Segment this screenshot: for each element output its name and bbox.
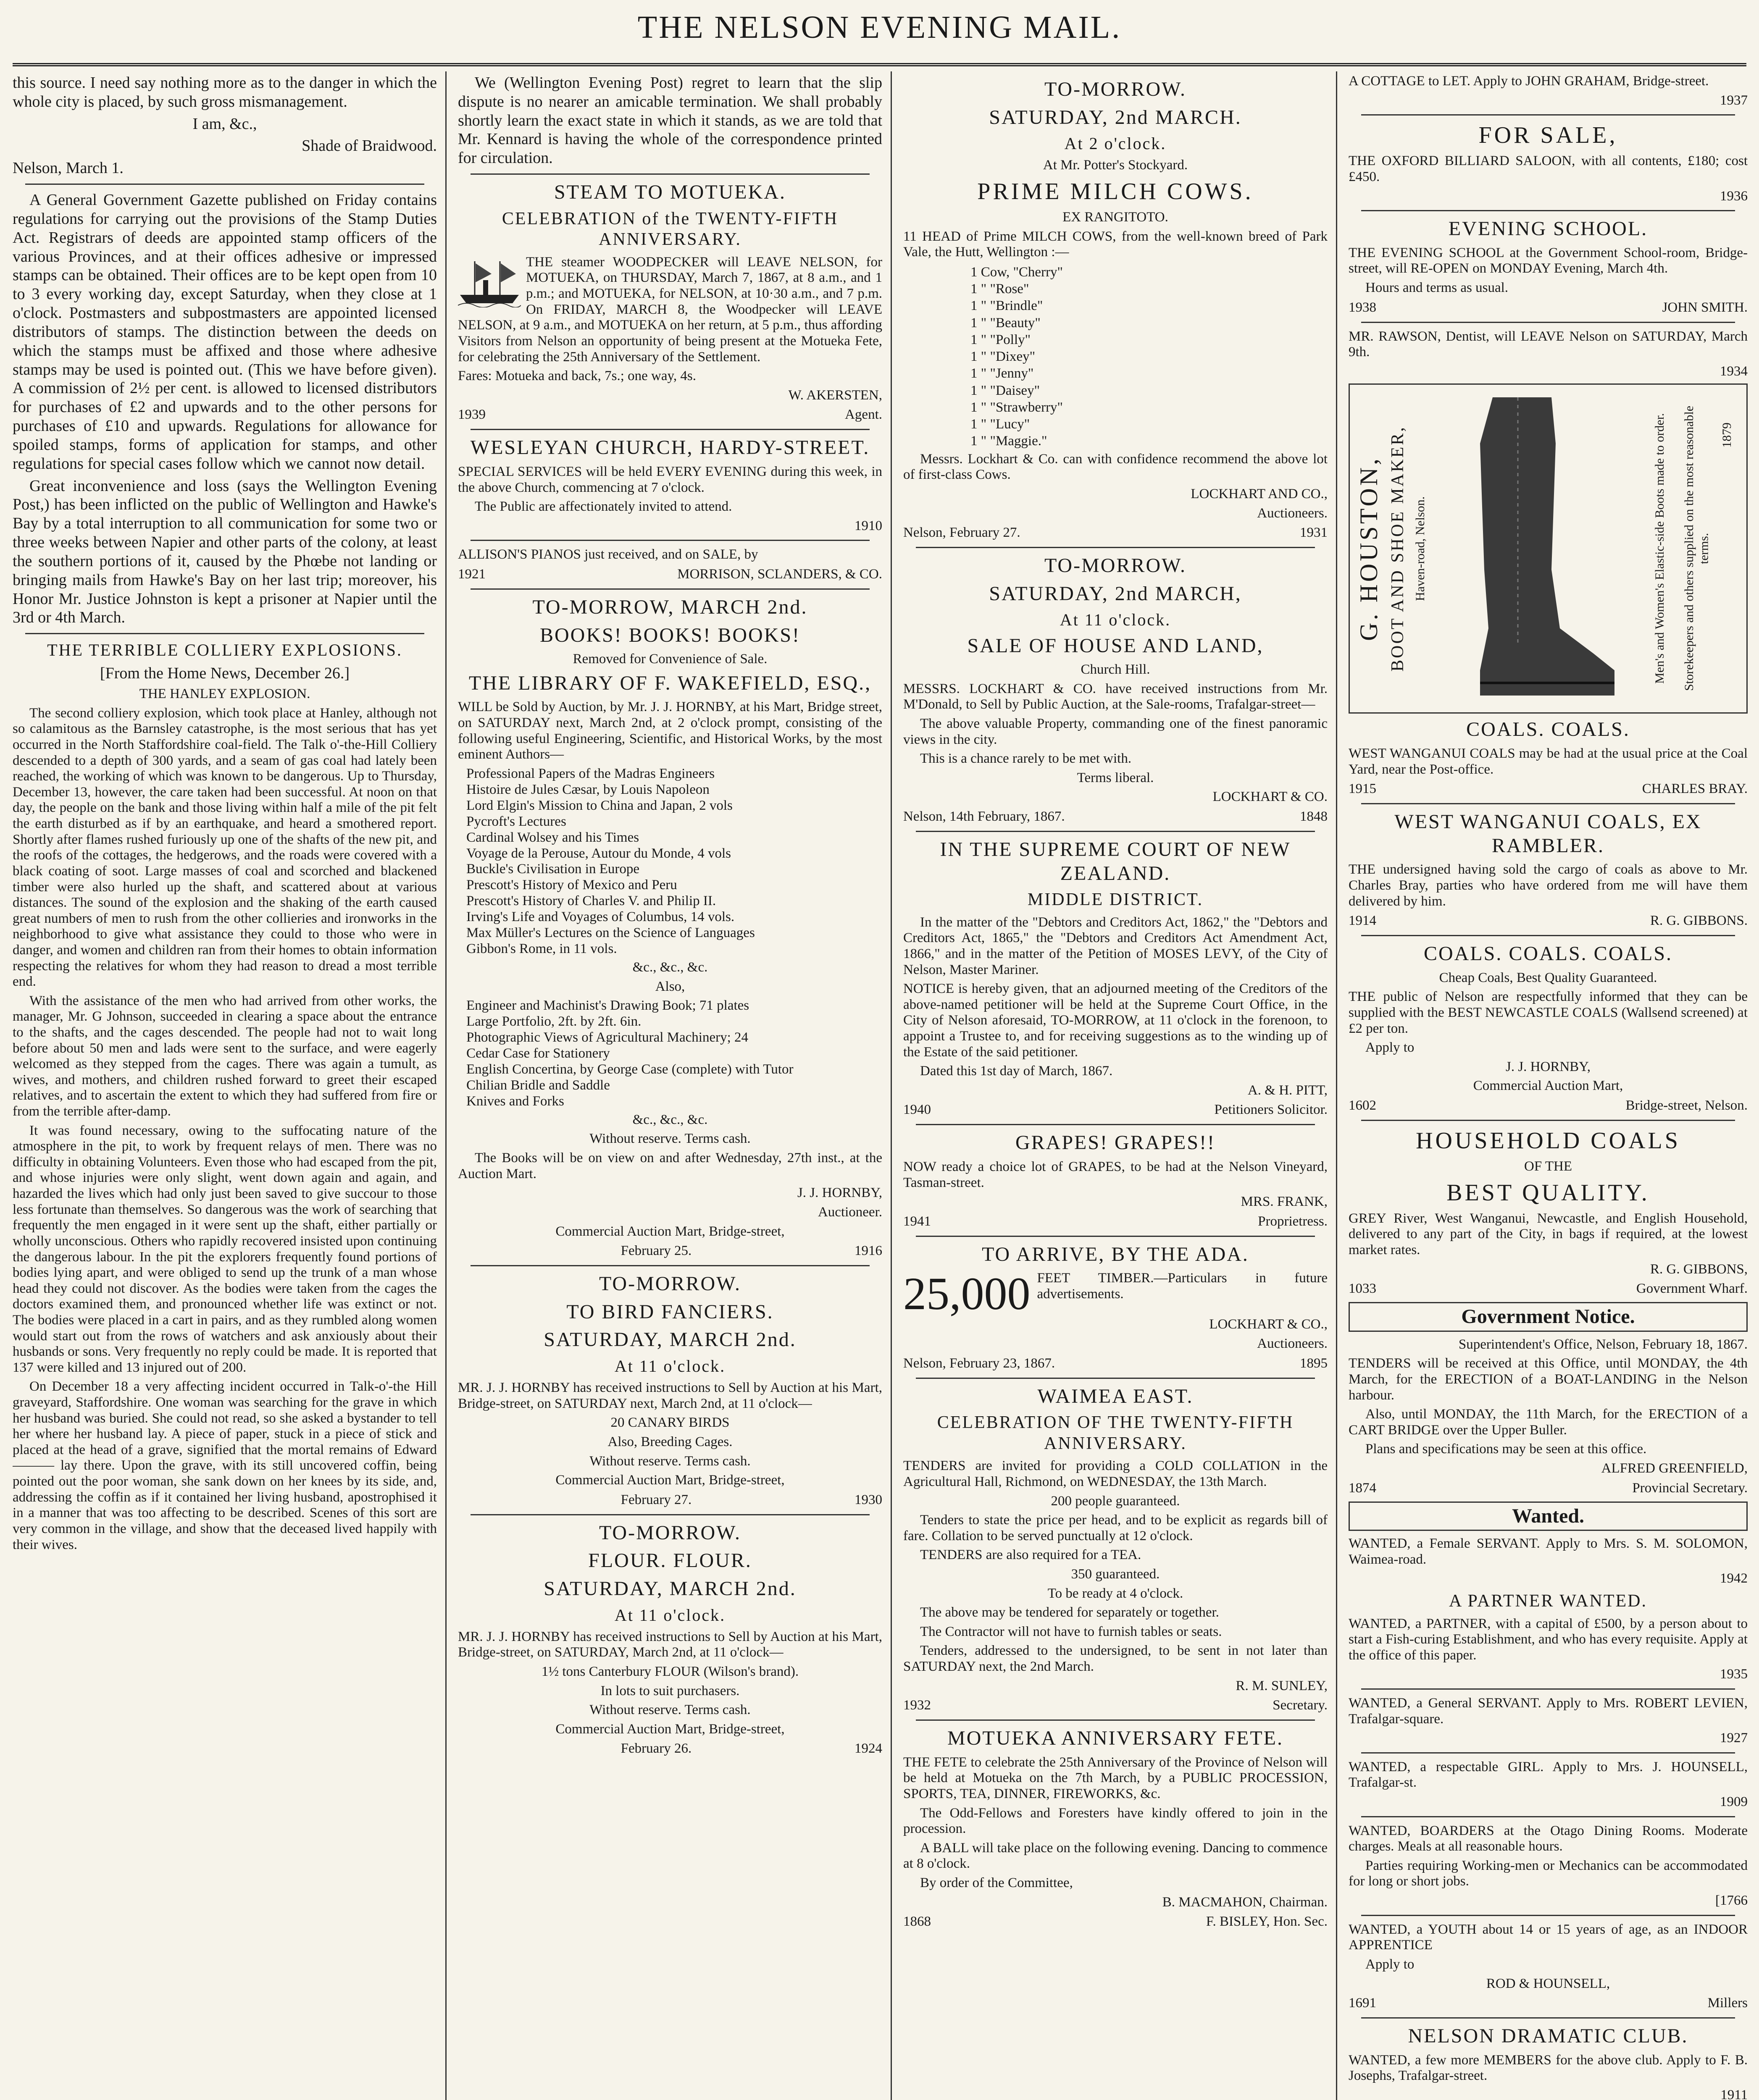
ad-footer: 1941 Proprietress. [903,1213,1328,1229]
houston-ad [1349,383,1748,714]
steam-sign: W. AKERSTEN, [788,387,882,403]
cottage-ad: A COTTAGE to LET. Apply to JOHN GRAHAM, Bridge-street. [1349,74,1709,89]
birds-title: TO BIRD FANCIERS. [566,1300,774,1323]
court-district: MIDDLE DISTRICT. [1027,890,1204,910]
divider [916,547,1315,548]
houston-number: 1879 [1720,423,1734,448]
court-matter: In the matter of the "Debtors and Creditors Act, 1862," the "Debtors and Creditors Act, 1865," the "Debtors and Creditors Act Amendment Act, 1866," and in the matter of the Petition of MOSES LEVY, of the City of Nelson, Master Mariner. [903,914,1328,977]
column-3 [903,74,1328,2100]
waimea-body: The above may be tendered for separately or together. [920,1605,1219,1620]
masthead: THE NELSON EVENING MAIL. [637,10,1122,45]
list-item: 1 " "Daisey" [970,383,1040,398]
houston-name: G. HOUSTON, [1355,456,1383,641]
list-item: Max Müller's Lectures on the Science of Languages [466,925,755,941]
house-terms: Terms liberal. [1077,770,1154,785]
waimea-subtitle: CELEBRATION OF THE TWENTY-FIFTH ANNIVERSARY. [937,1413,1294,1453]
divider [1361,322,1735,323]
court-notice: NOTICE is hereby given, that an adjourned meeting of the Creditors of the above-named petitioner will be held at the Supreme Court Office, in the City of Nelson aforesaid, TO-MORROW, at 11 o'clock in the forenoon, to appoint a Trustee to, and for receiving suggestions as to the winding up of the Estate of the said petitioner. [903,981,1328,1060]
ad-footer: 1874 Provincial Secretary. [1349,1480,1748,1496]
gov-office: Superintendent's Office, Nelson, February 18, 1867. [1458,1336,1748,1352]
books-library: THE LIBRARY OF F. WAKEFIELD, ESQ., [468,672,872,694]
court-sign: A. & H. PITT, [1247,1082,1328,1098]
ada-sign: LOCKHART & CO., [1209,1317,1328,1332]
wwc-body: THE undersigned having sold the cargo of coals as above to Mr. Charles Bray, parties who have ordered from me will have them delivered by him. [1349,862,1748,909]
books-sign: J. J. HORNBY, [797,1185,882,1201]
letter-end: this source. I need say nothing more as to the danger in which the whole city is placed, by such gross mismanagement. [13,74,437,110]
books-title: BOOKS! BOOKS! BOOKS! [539,624,801,646]
allison-body: ALLISON'S PIANOS just received, and on SALE, by [458,547,758,562]
list-item: English Concertina, by George Case (complete) with Tutor [466,1062,794,1077]
birds-day: SATURDAY, MARCH 2nd. [544,1328,797,1351]
wanted-ad: WANTED, a Female SERVANT. Apply to Mrs. S. M. SOLOMON, Waimea-road. [1349,1536,1748,1567]
divider [1361,1816,1735,1817]
divider [1361,935,1735,936]
houston-trade: BOOT AND SHOE MAKER, [1388,425,1407,672]
house-title: SALE OF HOUSE AND LAND, [967,634,1264,657]
ad-footer: 1940 Petitioners Solicitor. [903,1102,1328,1118]
cows-sign: LOCKHART AND CO., [1191,486,1328,501]
cows-body: 11 HEAD of Prime MILCH COWS, from the well-known breed of Park Vale, the Hutt, Wellington :— [903,228,1328,260]
ad-footer: Nelson, February 23, 1867. 1895 [903,1355,1328,1371]
houston-address: Haven-road, Nelson. [1413,496,1427,601]
wanted-ad: WANTED, a respectable GIRL. Apply to Mrs. J. HOUNSELL, Trafalgar-st. [1349,1759,1748,1790]
divider [471,1514,870,1515]
list-item: Cedar Case for Stationery [466,1046,610,1061]
gov-body: TENDERS will be received at this Office, until MONDAY, the 4th March, for the ERECTION of a BOAT-LANDING in the Nelson harbour. [1349,1356,1748,1403]
court-dated: Dated this 1st day of March, 1867. [920,1063,1113,1079]
household-body: GREY River, West Wanganui, Newcastle, and English Household, delivered to any part of the City, in bags if required, at the lowest market rates. [1349,1210,1748,1257]
divider [916,1719,1315,1721]
list-item: 1 " "Strawberry" [970,399,1063,415]
divider [1361,210,1735,211]
house-day: SATURDAY, 2nd MARCH, [989,582,1242,605]
waimea-tea: TENDERS are also required for a TEA. [920,1547,1141,1563]
house-time: At 11 o'clock. [1060,610,1171,630]
fete-sign: B. MACMAHON, Chairman. [1162,1894,1328,1910]
ad-footer: 1868 F. BISLEY, Hon. Sec. [903,1914,1328,1929]
forsale-title: FOR SALE, [1478,122,1618,149]
coals3-apply: Apply to [1365,1040,1415,1055]
flour-time: At 11 o'clock. [614,1605,726,1625]
gazette-article: A General Government Gazette published on Friday contains regulations for carrying out the provisions of the Stamp Duties Act. Registrars of deeds are appointed stamp officers of the various Provinces, and at their offices adhesive or impressed stamps can be obtained. Their offices are to be kept open from 10 to 3 every working day, except Saturday, when they close at 1 o'clock. Postmasters and subpostmasters are appointed licensed distributors of stamps. The distinction between the deeds on which the stamps must be affixed and those where adhesive stamps may be used is pointed out. (This we have before given). A commission of 2½ per cent. is allowed to licensed distributors for purchases of £2 and upwards and to the other persons for purchases of £10 and upwards. Regulations for allowance for spoiled stamps, forms of application for stamps, and other regulations for special cases follow which we cannot now detail. [13,191,437,472]
ad-number: 1937 [1720,92,1748,108]
colliery-paragraph: It was found necessary, owing to the suffocating nature of the atmosphere in the pit, to work by frequent relays of men. There was no difficulty in obtaining Volunteers. Even those who had escaped from the pit, and whose injuries were only slight, went down again and again, and hazarded the lives which had only just been saved to give succour to those less fortunate than themselves. So dangerous was the work of searching that frequently the men engaged in it were sent up the shaft, either partially or wholly unconscious. Others who rapidly recovered insisted upon continuing the dangerous labour. In the pit the explorers frequently found portions of bodies lying apart, and were obliged to send up the trunk of a man whose head they could not discover. As the bodies were taken from the cages the doctors examined them, and pronounced whether life was extinct or not. The bodies were placed in a cart in pairs, and as they rumbled along women would start out from the rows of watchers and ask anxiously about their husbands or sons. Very frequently no reply could be made. It is reported that 137 were killed and 13 injured out of 200. [13,1123,437,1375]
ad-footer: February 25. 1916 [621,1243,882,1259]
ad-number: 1927 [1720,1730,1748,1746]
divider [471,429,870,430]
ad-footer: Nelson, 14th February, 1867. 1848 [903,809,1328,824]
list-item: Large Portfolio, 2ft. by 2ft. 6in. [466,1014,642,1029]
birds-items: 20 CANARY BIRDS [610,1415,730,1431]
ad-footer: 1602 Bridge-street, Nelson. [1349,1098,1748,1113]
list-item: Buckle's Civilisation in Europe [466,861,639,877]
grapes-title: GRAPES! GRAPES!! [1015,1131,1216,1154]
house-place: Church Hill. [1081,662,1150,677]
ad-number: 1910 [855,518,882,533]
school-hours: Hours and terms as usual. [1365,280,1509,295]
waimea-body: The Contractor will not have to furnish tables or seats. [920,1624,1222,1639]
coals3-title: COALS. COALS. COALS. [1423,942,1673,965]
fete-body: THE FETE to celebrate the 25th Anniversary of the Province of Nelson will be held at Motueka on the 7th March, by a PUBLIC PROCESSION, SPORTS, TEA, DINNER, FIREWORKS, &c. [903,1754,1328,1801]
waimea-body: Tenders, addressed to the undersigned, to be sent in not later than SATURDAY next, the 2nd March. [903,1643,1328,1674]
divider [1361,1688,1735,1690]
list-item: Professional Papers of the Madras Engineers [466,766,715,781]
list-item: 1 " "Dixey" [970,349,1036,365]
waimea-title: WAIMEA EAST. [1037,1385,1194,1407]
forsale-body: THE OXFORD BILLIARD SALOON, with all contents, £180; cost £450. [1349,153,1748,184]
fete-body: A BALL will take place on the following evening. Dancing to commence at 8 o'clock. [903,1840,1328,1872]
list-item: 1 " "Maggie." [970,433,1047,449]
books-role: Auctioneer. [818,1204,882,1220]
divider [1361,1752,1735,1754]
wesleyan-title: WESLEYAN CHURCH, HARDY-STREET. [470,436,870,459]
waimea-guarantee: 200 people guaranteed. [1051,1493,1180,1509]
ad-footer: Nelson, February 27. 1931 [903,525,1328,541]
masthead-rule [13,63,1746,66]
cows-ex: EX RANGITOTO. [1062,210,1168,225]
ad-number: 1911 [1720,2087,1748,2100]
list-item: Prescott's History of Mexico and Peru [466,877,677,893]
ada-block [903,1270,1328,1317]
gov-sign: ALFRED GREENFIELD, [1601,1461,1748,1476]
ad-footer: 1938 JOHN SMITH. [1349,299,1748,315]
steamer-illustration [458,257,521,307]
flour-when: TO-MORROW. [599,1521,741,1544]
household-of: OF THE [1524,1159,1572,1174]
fete-body: The Odd-Fellows and Foresters have kindly offered to join in the procession. [903,1805,1328,1837]
household-best: BEST QUALITY. [1446,1179,1650,1206]
government-notice-title: Government Notice. [1349,1302,1748,1332]
birds-time: At 11 o'clock. [614,1356,726,1376]
wesleyan-body: SPECIAL SERVICES will be held EVERY EVENING during this week, in the above Church, commencing at 7 o'clock. [458,464,882,495]
wesleyan-body: The Public are affectionately invited to attend. [475,499,732,514]
house-body: The above valuable Property, commanding one of the finest panoramic views in the city. [903,716,1328,747]
divider [25,184,424,185]
coals3-body: THE public of Nelson are respectfully informed that they can be supplied with the BEST NEWCASTLE COALS (Wallsend screened) at £2 per ton. [1349,989,1748,1036]
wanted-ad: Parties requiring Working-men or Mechanics can be accommodated for long or short jobs. [1349,1858,1748,1889]
wwc-title: WEST WANGANUI COALS, EX RAMBLER. [1394,811,1702,857]
letter-dateline: Nelson, March 1. [13,159,124,177]
list-item: Pycroft's Lectures [466,814,566,829]
wanted-sign: ROD & HOUNSELL, [1486,1976,1610,1991]
ad-footer: February 26. 1924 [621,1741,882,1756]
divider [916,1378,1315,1379]
divider [471,173,870,175]
steam-body: THE steamer WOODPECKER will LEAVE NELSON, for MOTUEKA, on THURSDAY, March 7, 1867, at 8 a.m., and 1 p.m.; and MOTUEKA, for NELSON, at 10·30 a.m., and 7 p.m. On FRIDAY, MARCH 8, the Woodpecker will LEAVE NELSON, at 9 a.m., and MOTUEKA on her return, at 5 p.m., thus affording Visitors from Nelson an opportunity of being present at the Motueka Fete, for celebrating the 25th Anniversary of the Settlement. [458,254,882,365]
divider [916,1236,1315,1237]
divider [471,588,870,590]
list-item: Cardinal Wolsey and his Times [466,830,639,845]
divider [1361,803,1735,804]
list-item: Prescott's History of Charles V. and Philip II. [466,893,716,909]
list-item: Lord Elgin's Mission to China and Japan, 2 vols [466,798,733,813]
steam-subtitle: CELEBRATION of the TWENTY-FIFTH ANNIVERSARY. [502,209,839,249]
divider [1361,1915,1735,1916]
wanted-ad: WANTED, a YOUTH about 14 or 15 years of age, as an INDOOR APPRENTICE [1349,1922,1748,1953]
ad-footer: 1033 Government Wharf. [1349,1281,1748,1297]
cows-list [903,264,1328,450]
column-rule [1336,71,1337,2100]
coals3-sign: J. J. HORNBY, [1505,1059,1591,1074]
steam-title: STEAM TO MOTUEKA. [554,181,786,204]
ad-footer: 1939 Agent. [458,407,882,423]
ad-footer: 1932 Secretary. [903,1698,1328,1713]
steamer-icon [458,257,521,307]
list-item: 1 " "Lucy" [970,417,1030,432]
books-reserve: Without reserve. Terms cash. [589,1131,751,1147]
ad-number: 1936 [1720,188,1748,204]
colliery-title: THE TERRIBLE COLLIERY EXPLOSIONS. [47,640,402,660]
ad-footer: 1691 Millers [1349,1995,1748,2011]
coals-title: COALS. COALS. [1466,718,1630,741]
waimea-body: TENDERS are invited for providing a COLD COLLATION in the Agricultural Hall, Richmond, on WEDNESDAY, the 13th March. [903,1458,1328,1489]
ada-number: 25,000 [903,1270,1031,1317]
flour-mart: Commercial Auction Mart, Bridge-street, [555,1721,785,1737]
flour-lots: In lots to suit purchasers. [600,1683,740,1698]
cows-place: At Mr. Potter's Stockyard. [1043,158,1188,173]
waimea-sign: R. M. SUNLEY, [1236,1678,1328,1693]
books-list-2 [458,998,882,1110]
flour-reserve: Without reserve. Terms cash. [589,1702,751,1718]
cows-when: TO-MORROW. [1044,78,1187,100]
colliery-paragraph: On December 18 a very affecting incident occurred in Talk-o'-the Hill graveyard, Staffordshire. One woman was searching for the grave in which her husband was buried. She could not read, so she asked a bystander to tell her where her husband lay. A piece of paper, stuck in a piece of stick and placed at the head of a grave, signified that the mortal remains of Edward ——— lay there. Upon the grave, with its still uncovered coffin, being pointed out the poor woman, she sank down on her knees by its side, and, addressing the coffin as if it contained her living husband, apostrophised it in a manner that was too affecting to be described. Scenes of this sort are very common in the village, and show that the deceased lived happily with their wives. [13,1379,437,1552]
books-etc: &c., &c., &c. [632,1112,708,1127]
ad-number: [1766 [1715,1893,1748,1908]
boot-icon [1455,393,1623,704]
list-item: Irving's Life and Voyages of Columbus, 14 vols. [466,909,735,925]
birds-when: TO-MORROW. [599,1273,741,1295]
birds-items: Also, Breeding Cages. [607,1434,733,1449]
waimea-tea-time: To be ready at 4 o'clock. [1047,1586,1183,1601]
household-title: HOUSEHOLD COALS [1416,1127,1680,1154]
list-item: Voyage de la Perouse, Autour du Monde, 4 vols [466,845,731,861]
dramatic-title: NELSON DRAMATIC CLUB. [1408,2025,1688,2048]
list-item: Histoire de Jules Cæsar, by Louis Napoleon [466,782,710,797]
divider [916,1124,1315,1125]
list-item: Knives and Forks [466,1093,564,1109]
fete-title: MOTUEKA ANNIVERSARY FETE. [947,1727,1283,1750]
gov-plans: Plans and specifications may be seen at this office. [1365,1441,1647,1457]
birds-body: MR. J. J. HORNBY has received instructions to Sell by Auction at his Mart, Bridge-street, on SATURDAY next, March 2nd, at 11 o'clock— [458,1380,882,1411]
colliery-paragraph: With the assistance of the men who had arrived from other works, the manager, Mr. G Johnson, succeeded in clearing a space about the entrance to the shafts, and the cages descended. The people had not to wait long before about 50 men and lads were sent to the surface, and were eagerly welcomed as they stepped from the cages. There was again a tumult, as wives, and mothers, and children rushed forward to greet their escaped relatives, and to ascertain the extent to which they had suffered from fire or from the terrible after-damp. [13,993,437,1119]
colliery-paragraph: The second colliery explosion, which took place at Hanley, although not so calamitous as the Barnsley catastrophe, is the most serious that has yet occurred in the North Staffordshire coal-field. The Talk o'-the-Hill Colliery descended to a depth of 300 yards, and a seam of gas coal had lately been reached, the working of which was known to be dangerous. Up to Thursday, December 13, however, the care taken had been successful. At noon on that day, the people on the bank and those living within half a mile of the pit felt the earth disturbed as if by an earthquake, and heard a smothered report. Shortly after flames rushed furiously up one of the shafts of the new pit, and the roofs of the cottages, the hedgerows, and the roads were covered with a black coating of soot. Large masses of coal and scorched and blackened timber were also hurled up the shaft, and scattered about at various distances. The sound of the explosion and the shaking of the earth caused great numbers of men to rush from the other collieries and ironworks in the neighborhood to give what assistance they could to those who were in danger, and women and children ran from their homes to obtain information respecting the relatives for whom they had reason to dread a most terrible end. [13,705,437,990]
grapes-body: NOW ready a choice lot of GRAPES, to be had at the Nelson Vineyard, Tasman-street. [903,1159,1328,1190]
ad-footer: 1921 MORRISON, SCLANDERS, & CO. [458,566,882,582]
list-item: Chilian Bridle and Saddle [466,1077,610,1093]
household-sign: R. G. GIBBONS, [1650,1261,1748,1277]
coals3-mart: Commercial Auction Mart, [1473,1078,1623,1094]
list-item: Photographic Views of Agricultural Machinery; 24 [466,1030,749,1045]
column-4 [1349,74,1748,2100]
cows-role: Auctioneers. [1257,505,1328,521]
list-item: 1 " "Jenny" [970,366,1034,381]
books-body: WILL be Sold by Auction, by Mr. J. J. HORNBY, at his Mart, Bridge street, on SATURDAY next, March 2nd, at 2 o'clock prompt, consisting of the following useful Engineering, Scientific, and Historical Works, by the most eminent Authors— [458,699,882,762]
divider [916,831,1315,832]
wanted-ad: WANTED, a PARTNER, with a capital of £500, by a person about to start a Fish-curing Establishment, and who has every requisite. Apply at the office of this paper. [1349,1616,1748,1663]
divider [1361,2017,1735,2019]
ad-footer: 1915 CHARLES BRAY. [1349,781,1748,797]
house-body: MESSRS. LOCKHART & CO. have received instructions from Mr. M'Donald, to Sell by Public Auction, at the Sale-rooms, Trafalgar-street— [903,681,1328,712]
wanted-ad: WANTED, a General SERVANT. Apply to Mrs. ROBERT LEVIEN, Trafalgar-square. [1349,1695,1748,1727]
gov-body: Also, until MONDAY, the 11th March, for the ERECTION of a CART BRIDGE over the Upper Buller. [1349,1407,1748,1438]
waimea-body: Tenders to state the price per head, and to be explicit as regards bill of fare. Collation to be served punctually at 12 o'clock. [903,1512,1328,1544]
houston-text: Men's and Women's Elastic-side Boots made to order. [1653,413,1667,684]
wanted-apply: Apply to [1365,1956,1415,1972]
court-title: IN THE SUPREME COURT OF NEW ZEALAND. [940,838,1291,885]
inconvenience-article: Great inconvenience and loss (says the Wellington Evening Post,) has been inflicted on the public of Wellington and Hawke's Bay by a total interruption to all communication for some two or three weeks between Napier and other parts of the colony, at least the southern portions of it, caused by the Phœbe not landing or bringing mails from Hawke's Bay on her last trip; moreover, his Honor Mr. Justice Johnston is kept a prisoner at Napier until the 3rd or 4th March. [13,477,437,627]
flour-body: MR. J. J. HORNBY has received instructions to Sell by Auction at his Mart, Bridge-street, on SATURDAY, March 2nd, at 11 o'clock— [458,1629,882,1660]
house-when: TO-MORROW. [1044,554,1187,577]
column-rule [891,71,892,2100]
ada-role: Auctioneers. [1257,1336,1328,1352]
ada-body: FEET TIMBER.—Particulars in future advertisements. [1037,1270,1328,1302]
books-mart: Commercial Auction Mart, Bridge-street, [555,1223,785,1239]
divider [25,633,424,634]
wellington-article: We (Wellington Evening Post) regret to learn that the slip dispute is no nearer an amicable termination. We shall probably shortly learn the exact state in which it stands, as we are told that Mr. Kennard is having the whole of the correspondence printed for circulation. [458,74,882,167]
divider [1361,1120,1735,1121]
list-item: Engineer and Machinist's Drawing Book; 71 plates [466,998,749,1013]
school-title: EVENING SCHOOL. [1448,218,1648,240]
books-when: TO-MORROW, MARCH 2nd. [532,596,808,618]
house-sign: LOCKHART & CO. [1212,789,1328,805]
house-body: This is a chance rarely to be met with. [920,751,1132,766]
coals3-subtitle: Cheap Coals, Best Quality Guaranteed. [1439,970,1657,985]
cows-title: PRIME MILCH COWS. [977,178,1254,205]
fete-order: By order of the Committee, [920,1875,1073,1891]
partner-title: A PARTNER WANTED. [1449,1591,1648,1611]
rawson-ad: MR. RAWSON, Dentist, will LEAVE Nelson on SATURDAY, March 9th. [1349,328,1748,360]
books-also: Also, [655,979,685,994]
cows-day: SATURDAY, 2nd MARCH. [989,106,1242,129]
column-1 [13,74,437,2100]
list-item: 1 Cow, "Cherry" [970,264,1063,280]
wanted-ad: WANTED, BOARDERS at the Otago Dining Rooms. Moderate charges. Meals at all reasonable hours. [1349,1823,1748,1854]
ad-footer: February 27. 1930 [621,1492,882,1507]
ad-number: 1934 [1720,363,1748,379]
list-item: 1 " "Brindle" [970,298,1043,314]
coals-body: WEST WANGANUI COALS may be had at the usual price at the Coal Yard, near the Post-office. [1349,746,1748,777]
divider [471,1265,870,1266]
ad-number: 1935 [1720,1667,1748,1682]
wanted-title: Wanted. [1349,1502,1748,1531]
books-list [458,766,882,957]
school-body: THE EVENING SCHOOL at the Government School-room, Bridge-street, will RE-OPEN on MONDAY Evening, March 4th. [1349,245,1748,276]
column-2 [458,74,882,2100]
birds-mart: Commercial Auction Mart, Bridge-street, [555,1473,785,1488]
list-item: 1 " "Beauty" [970,315,1041,331]
birds-reserve: Without reserve. Terms cash. [589,1453,751,1469]
cows-time: At 2 o'clock. [1064,134,1167,153]
books-view: The Books will be on view on and after Wednesday, 27th inst., at the Auction Mart. [458,1150,882,1181]
steam-fares: Fares: Motueka and back, 7s.; one way, 4s. [458,368,696,384]
flour-title: FLOUR. FLOUR. [588,1549,752,1572]
ad-number: 1909 [1720,1794,1748,1810]
column-rule [445,71,447,2100]
list-item: 1 " "Polly" [970,332,1031,347]
flour-day: SATURDAY, MARCH 2nd. [544,1577,797,1600]
list-item: 1 " "Rose" [970,281,1029,297]
colliery-source: [From the Home News, December 26.] [100,664,350,682]
ad-footer: 1914 R. G. GIBBONS. [1349,913,1748,929]
ad-number: 1942 [1720,1571,1748,1586]
cows-recommend: Messrs. Lockhart & Co. can with confidence recommend the above lot of first-class Cows. [903,451,1328,483]
waimea-tea-guarantee: 350 guaranteed. [1071,1566,1160,1582]
books-removed: Removed for Convenience of Sale. [573,651,768,667]
flour-items: 1½ tons Canterbury FLOUR (Wilson's brand). [541,1664,799,1679]
books-etc: &c., &c., &c. [632,960,708,975]
divider [471,540,870,541]
letter-signature: Shade of Braidwood. [302,137,437,155]
colliery-subhead: THE HANLEY EXPLOSION. [139,686,310,702]
wanted-ad: WANTED, a few more MEMBERS for the above club. Apply to F. B. Josephs, Trafalgar-street. [1349,2052,1748,2084]
divider [1361,114,1735,116]
ada-title: TO ARRIVE, BY THE ADA. [982,1243,1249,1265]
grapes-sign: MRS. FRANK, [1241,1194,1328,1210]
houston-text: Storekeepers and others supplied on the most reasonable terms. [1682,406,1711,691]
letter-closing: I am, &c., [192,115,257,133]
list-item: Gibbon's Rome, in 11 vols. [466,941,617,957]
